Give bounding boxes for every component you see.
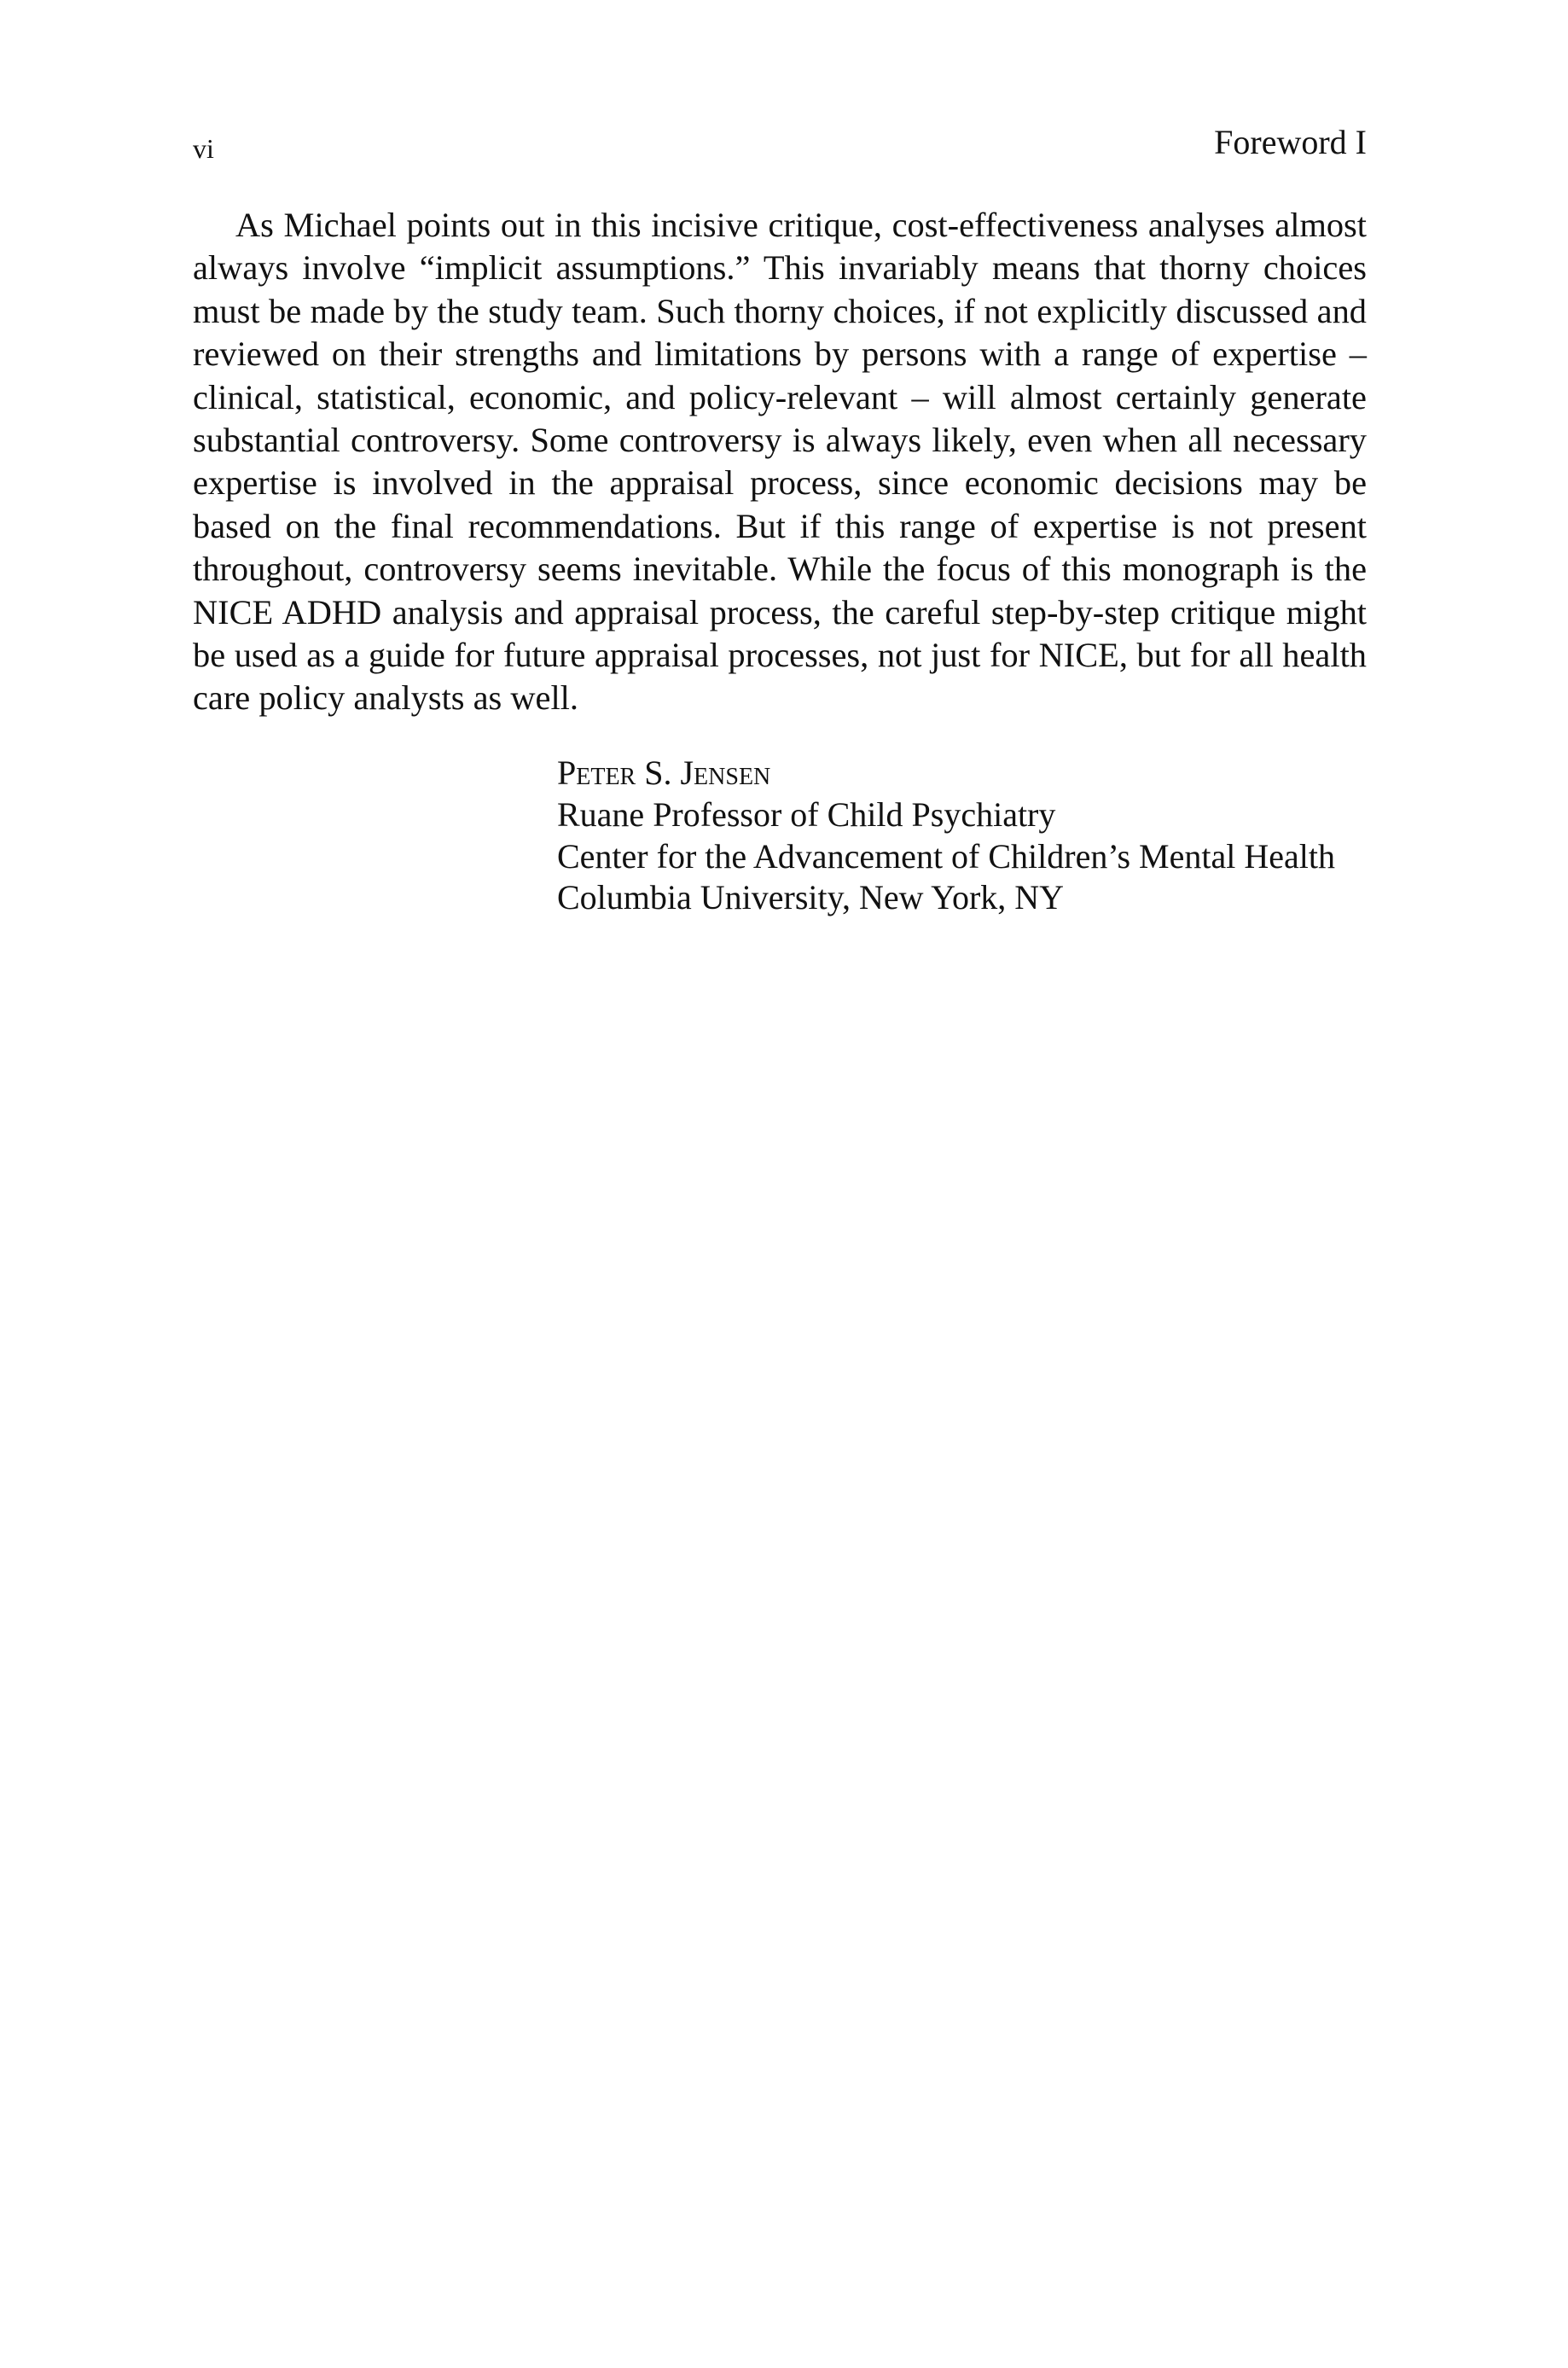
foreword-paragraph: As Michael points out in this incisive critique, cost-effectiveness analyses almost always involve “implicit assumptions.” This invariably means that thorny choices must be made by the study team. Such thorny choices, if not explicitly discussed and reviewed on their strengths and limitations by persons with a range of expertise – clinical, statistical, economic, and policy-relevant – will almost certainly generate substantial controversy. Some controversy is always likely, even when all necessary expertise is involved in the appraisal process, since economic decisions may be based on the final recommendations. But if this range of expertise is not present throughout, controversy seems inevitable. While the focus of this monograph is the NICE ADHD analysis and appraisal process, the careful step-by-step critique might be used as a guide for future appraisal processes, not just for NICE, but for all health care policy analysts as well. bbox=[193, 206, 1367, 718]
author-title: Ruane Professor of Child Psychiatry bbox=[557, 794, 1056, 834]
page-number: vi bbox=[193, 133, 214, 164]
signature-block bbox=[557, 753, 1376, 919]
section-title: Foreword I bbox=[1214, 123, 1367, 161]
author-institution: Columbia University, New York, NY bbox=[557, 878, 1065, 917]
author-center: Center for the Advancement of Children’s Mental Health bbox=[557, 836, 1335, 876]
running-header bbox=[193, 121, 1367, 169]
author-name: Peter S. Jensen bbox=[557, 753, 771, 792]
